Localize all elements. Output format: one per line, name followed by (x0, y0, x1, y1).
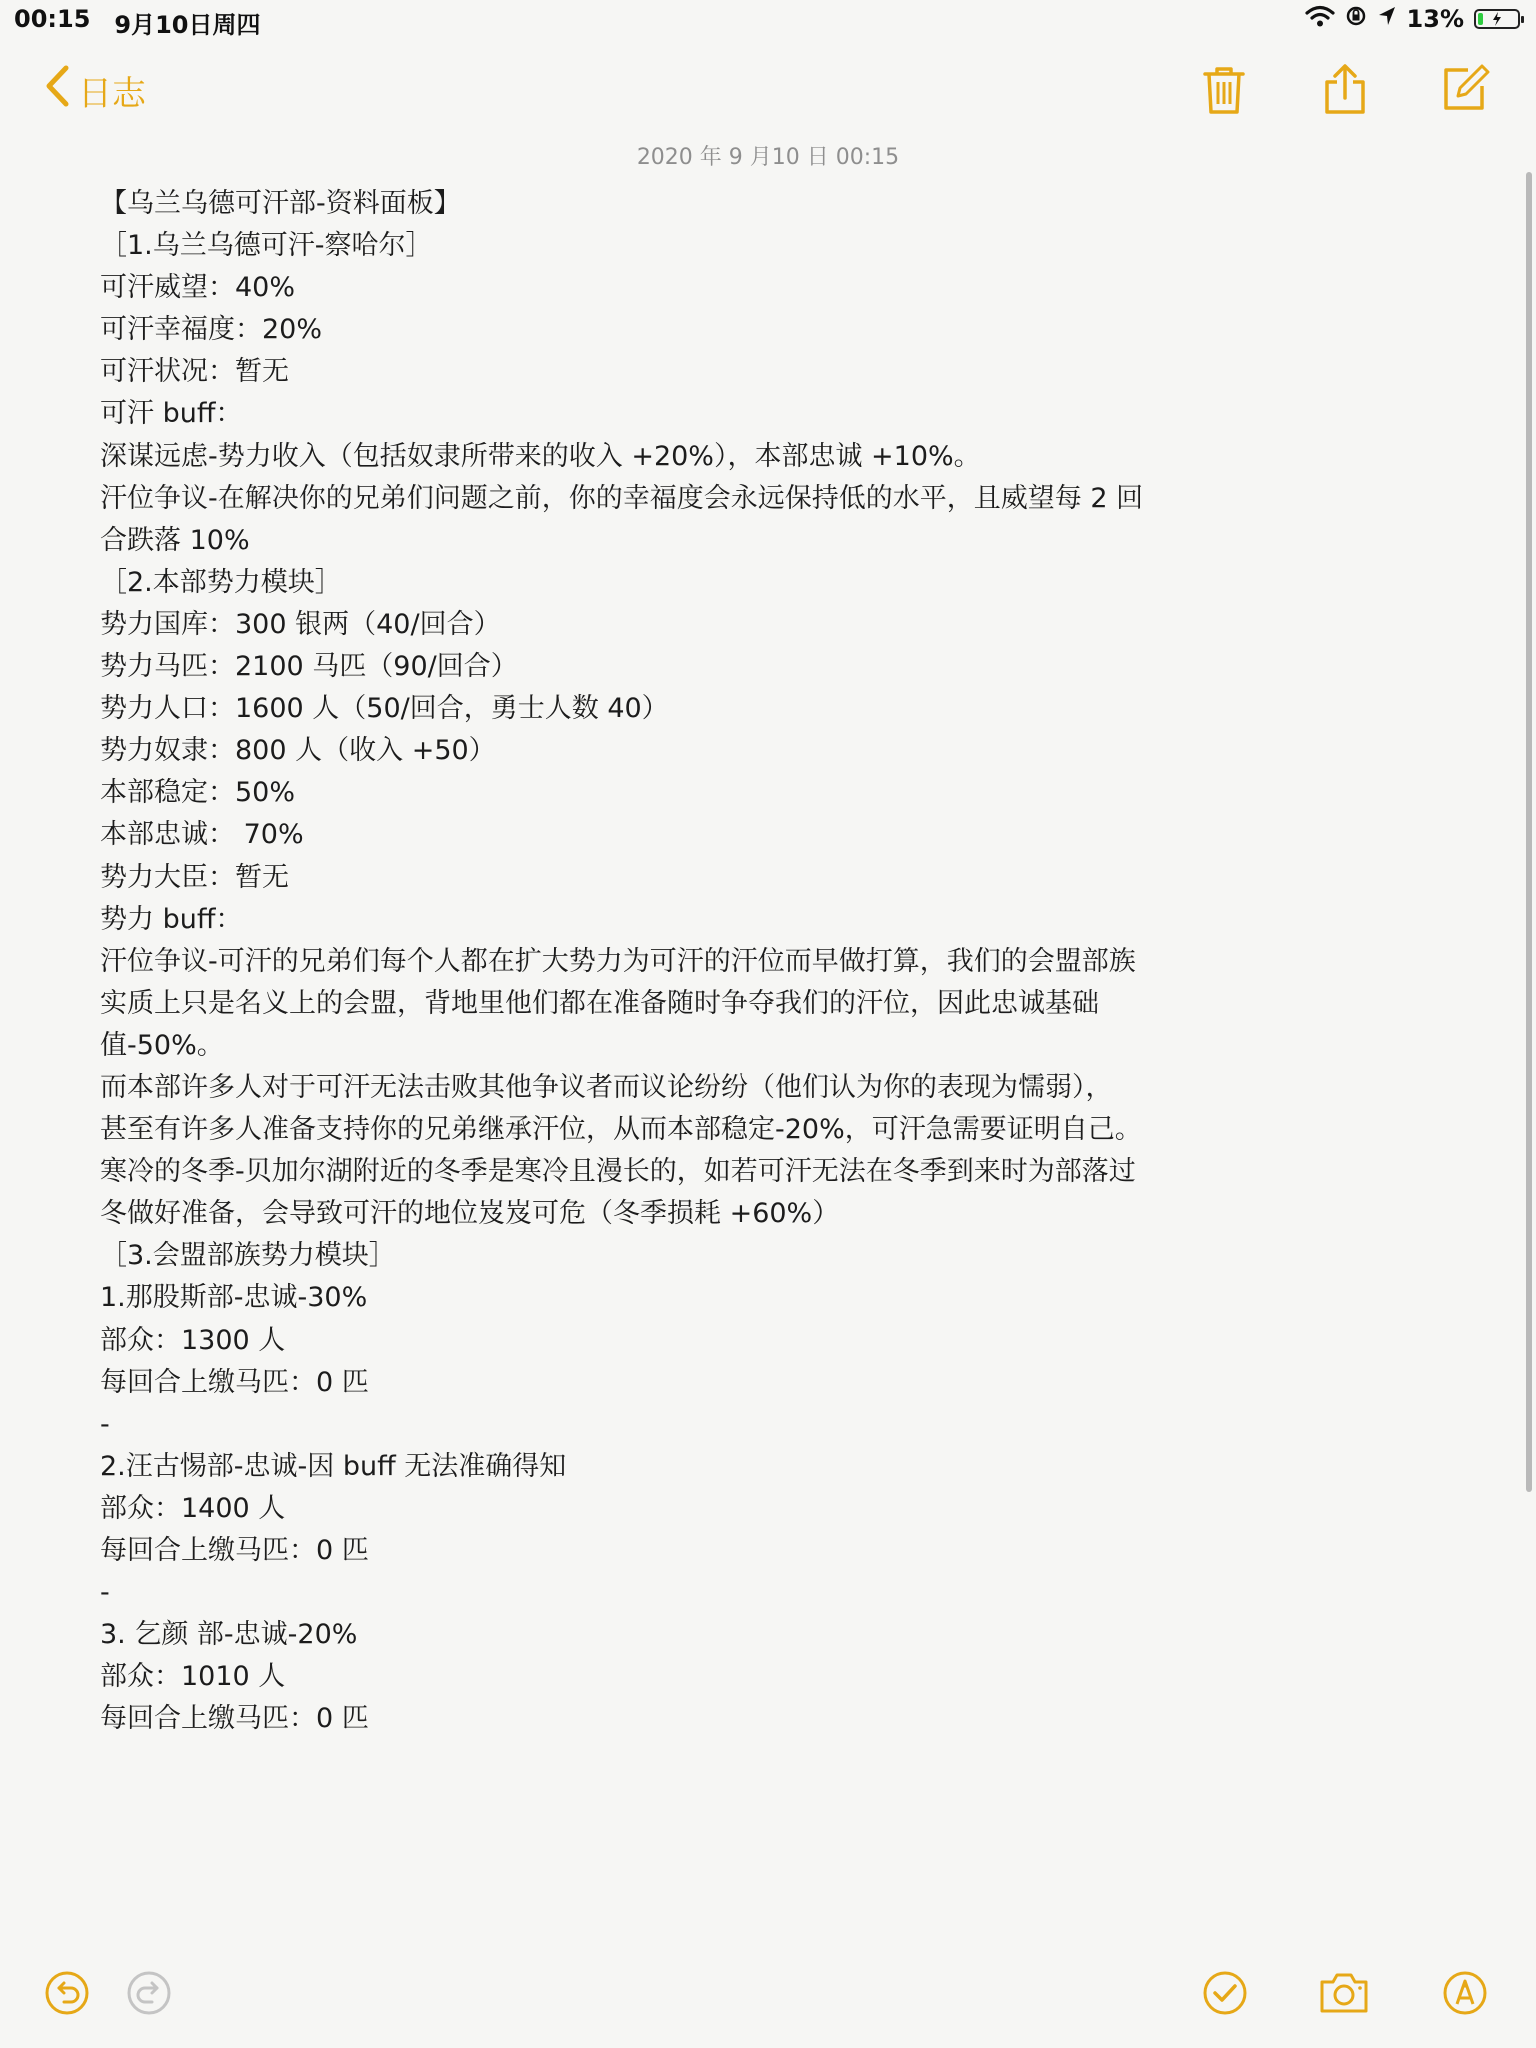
note-line: 合跌落 10% (100, 524, 250, 556)
note-line: ［3.会盟部族势力模块］ (100, 1240, 396, 1272)
note-line: 势力 buff： (100, 903, 243, 935)
note-line: 深谋远虑-势力收入（包括奴隶所带来的收入 +20%），本部忠诚 +10%。 (100, 440, 981, 472)
status-left (14, 5, 261, 40)
camera-icon (1318, 2001, 1370, 2020)
back-button-label: 日志 (78, 74, 146, 114)
note-line: 甚至有许多人准备支持你的兄弟继承汗位，从而本部稳定-20%，可汗急需要证明自己。 (100, 1114, 1142, 1146)
compose-icon (1440, 99, 1490, 118)
undo-button[interactable] (44, 1970, 90, 2020)
note-line: 【乌兰乌德可汗部-资料面板】 (100, 188, 461, 219)
trash-button[interactable] (1202, 64, 1246, 120)
note-line: - (100, 1577, 110, 1609)
status-time: 00:15 (14, 5, 91, 33)
note-line: 可汗幸福度：20% (100, 314, 323, 346)
compose-button[interactable] (1440, 64, 1490, 118)
markup-icon (1442, 2001, 1488, 2020)
camera-button[interactable] (1318, 1970, 1370, 2020)
note-line: 1.那股斯部-忠诚-30% (100, 1282, 368, 1314)
note-line: 本部稳定：50% (100, 777, 296, 809)
trash-icon (1202, 101, 1246, 120)
note-line: 3. 乞颜 部-忠诚-20% (100, 1619, 358, 1651)
battery-percent: 13% (1406, 5, 1464, 33)
note-line: 部众：1010 人 (100, 1661, 286, 1693)
bottom-toolbar (0, 1970, 1536, 2030)
note-line: 每回合上缴马匹：0 匹 (100, 1535, 369, 1566)
note-line: 部众：1400 人 (100, 1492, 286, 1524)
navigation-toolbar (0, 60, 1536, 120)
markup-button[interactable] (1442, 1970, 1488, 2020)
note-timestamp: 2020 年 9 月10 日 00:15 (636, 145, 900, 170)
orientation-lock-icon (1345, 5, 1367, 33)
note-line: 势力人口：1600 人（50/回合，勇士人数 40） (100, 693, 669, 725)
status-right (1305, 5, 1520, 33)
note-line: 冬做好准备，会导致可汗的地位岌岌可危（冬季损耗 +60%） (100, 1198, 840, 1230)
battery-icon (1474, 9, 1520, 29)
note-line: 势力马匹：2100 马匹（90/回合） (100, 651, 518, 683)
note-line: 每回合上缴马匹：0 匹 (100, 1366, 369, 1398)
note-line: 值-50%。 (100, 1029, 224, 1061)
note-line: 汗位争议-在解决你的兄弟们问题之前，你的幸福度会永远保持低的水平，且威望每 2 回 (100, 482, 1144, 514)
note-line: 势力国库：300 银两（40/回合） (100, 608, 501, 640)
checklist-button[interactable] (1202, 1970, 1248, 2020)
note-line: 实质上只是名义上的会盟，背地里他们都在准备随时争夺我们的汗位，因此忠诚基础 (100, 987, 1099, 1019)
note-line: 汗位争议-可汗的兄弟们每个人都在扩大势力为可汗的汗位而早做打算，我们的会盟部族 (100, 945, 1136, 977)
checklist-icon (1202, 2001, 1248, 2020)
scrollbar[interactable] (1526, 172, 1532, 1492)
note-line: 本部忠诚： 70% (100, 819, 304, 851)
share-button[interactable] (1322, 64, 1368, 120)
undo-icon (44, 2001, 90, 2020)
back-button[interactable] (44, 64, 146, 117)
note-line: - (100, 1408, 110, 1440)
share-icon (1322, 101, 1368, 120)
note-line: 势力奴隶：800 人（收入 +50） (100, 735, 496, 767)
battery-level (1478, 13, 1483, 25)
note-line: 部众：1300 人 (100, 1324, 286, 1356)
chevron-left-icon (44, 64, 78, 117)
note-line: 2.汪古惕部-忠诚-因 buff 无法准确得知 (100, 1450, 567, 1482)
note-line: 寒冷的冬季-贝加尔湖附近的冬季是寒冷且漫长的，如若可汗无法在冬季到来时为部落过 (100, 1156, 1136, 1188)
wifi-icon (1305, 5, 1335, 33)
note-line: 可汗 buff： (100, 398, 243, 430)
note-line: ［1.乌兰乌德可汗-察哈尔］ (100, 230, 433, 262)
status-bar (0, 0, 1536, 40)
status-date: 9月10日周四 (114, 11, 261, 39)
note-line: ［2.本部势力模块］ (100, 566, 342, 598)
redo-button[interactable] (126, 1970, 172, 2020)
redo-icon (126, 2001, 172, 2020)
note-line: 势力大臣：暂无 (100, 861, 289, 893)
note-body[interactable] (100, 183, 1240, 1740)
location-icon (1377, 5, 1397, 33)
note-line: 可汗状况：暂无 (100, 356, 289, 388)
note-line: 可汗威望：40% (100, 272, 296, 304)
note-line: 而本部许多人对于可汗无法击败其他争议者而议论纷纷（他们认为你的表现为懦弱）， (100, 1071, 1113, 1103)
note-line: 每回合上缴马匹：0 匹 (100, 1703, 369, 1735)
